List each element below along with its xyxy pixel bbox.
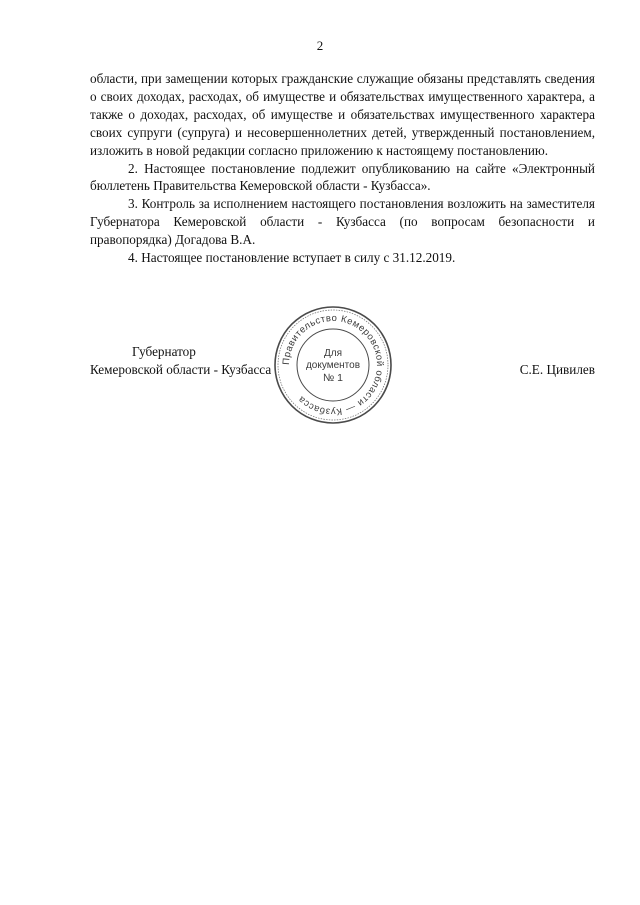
official-seal-stamp [270,302,396,428]
signatory-title: Губернатор [132,344,196,359]
paragraph-item-3: 3. Контроль за исполнением настоящего постановления возложить на заместителя Губернатора Кемеровской области - Кузбасса (по вопросам безопасности и правопорядка) Догадова В.А. [90,196,595,248]
page-number: 2 [316,38,324,53]
paragraph-item-4: 4. Настоящее постановление вступает в силу с 31.12.2019. [128,250,456,266]
seal-graphic [270,302,396,428]
signatory-organization: Кемеровской области - Кузбасса [90,362,272,377]
document-body [90,70,595,267]
paragraph-item-2: 2. Настоящее постановление подлежит опубликованию на сайте «Электронный бюллетень Правительства Кемеровской области - Кузбасса». [90,160,595,194]
signatory-name: С.Е. Цивилев [519,362,595,377]
seal-line-2: документов [305,360,361,371]
seal-line-1: Для [323,348,343,359]
paragraph-continuation: области, при замещении которых гражданские служащие обязаны представлять сведения о своих доходах, расходах, об имуществе и обязательствах имущественного характера, а также о доходах, расходах, об имуществе и обязательствах имущественного характера своих супруги (супруга) и несовершеннолетних детей, утвержденный постановлением, изложить в новой редакции согласно приложению к настоящему постановлению. [90,71,595,158]
seal-ring-text: Правительство Кемеровской области — Кузбасса [280,312,386,418]
seal-line-3: № 1 [322,372,344,384]
